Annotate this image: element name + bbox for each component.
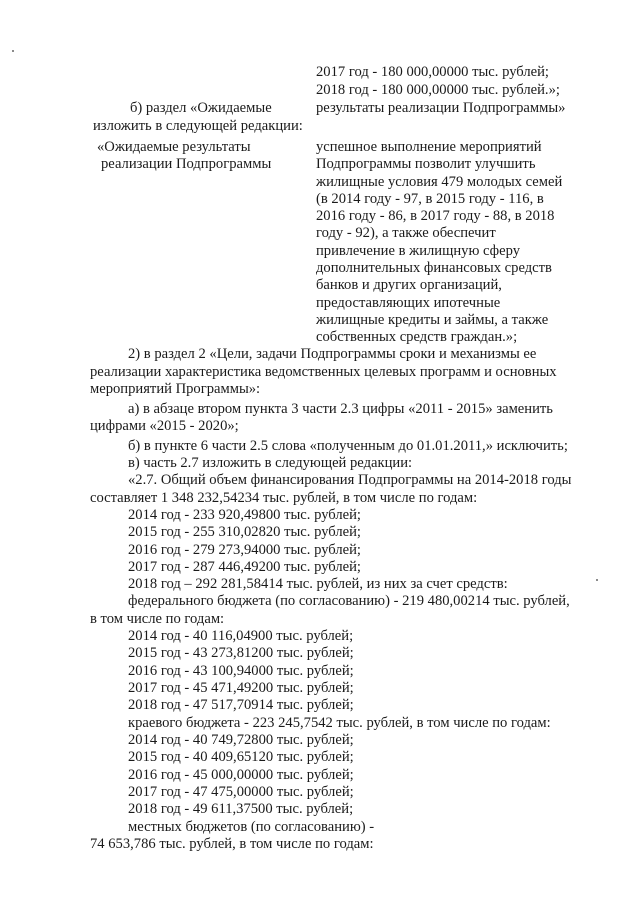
text-line: 2017 год - 47 475,00000 тыс. рублей; [128,784,354,800]
text-line: б) в пункте 6 части 2.5 слова «полученным до 01.01.2011,» исключить; [128,438,568,454]
text-line: составляет 1 348 232,54234 тыс. рублей, в том числе по годам: [90,490,478,506]
text-line: жилищные условия 479 молодых семей [316,174,563,190]
text-line: 2018 год - 49 611,37500 тыс. рублей; [128,801,354,817]
text-line: 2014 год - 40 116,04900 тыс. рублей; [128,628,354,644]
text-line: 2016 году - 86, в 2017 году - 88, в 2018 [316,208,555,224]
text-line: реализации Подпрограммы [101,156,272,172]
text-line: 2018 год - 180 000,00000 тыс. рублей.»; [316,82,560,98]
text-line: 2015 год - 40 409,65120 тыс. рублей; [128,749,354,765]
text-line: 2017 год - 287 446,49200 тыс. рублей; [128,559,361,575]
text-line: 2016 год - 45 000,00000 тыс. рублей; [128,767,354,783]
text-line: 2018 год - 47 517,70914 тыс. рублей; [128,697,354,713]
text-line: 2) в раздел 2 «Цели, задачи Подпрограммы сроки и механизмы ее [128,346,537,362]
text-line: предоставляющих ипотечные [316,295,501,311]
text-line: 2015 год - 255 310,02820 тыс. рублей; [128,524,361,540]
text-line: 2014 год - 233 920,49800 тыс. рублей; [128,507,361,523]
text-line: цифрами «2015 - 2020»; [90,418,239,434]
text-line: 2016 год - 279 273,94000 тыс. рублей; [128,542,361,558]
text-line: «Ожидаемые результаты [97,139,251,155]
text-line: изложить в следующей редакции: [93,118,303,134]
text-line: результаты реализации Подпрограммы» [316,100,566,116]
scan-speck [596,579,598,581]
text-line: «2.7. Общий объем финансирования Подпрограммы на 2014-2018 годы [128,472,572,488]
text-line: федерального бюджета (по согласованию) - 219 480,00214 тыс. рублей, [128,593,570,609]
text-line: собственных средств граждан.»; [316,329,518,345]
text-line: банков и других организаций, [316,277,502,293]
text-line: привлечение в жилищную сферу [316,243,520,259]
text-line: в) часть 2.7 изложить в следующей редакции: [128,455,413,471]
text-line: 2015 год - 43 273,81200 тыс. рублей; [128,645,354,661]
text-line: 74 653,786 тыс. рублей, в том числе по годам: [90,836,374,852]
text-line: в том числе по годам: [90,611,225,627]
text-line: 2017 год - 45 471,49200 тыс. рублей; [128,680,354,696]
text-line: местных бюджетов (по согласованию) - [128,819,375,835]
scan-speck [12,50,14,52]
text-line: Подпрограммы позволит улучшить [316,156,536,172]
text-line: жилищные кредиты и займы, а также [316,312,549,328]
text-line: 2017 год - 180 000,00000 тыс. рублей; [316,64,549,80]
text-line: 2016 год - 43 100,94000 тыс. рублей; [128,663,354,679]
text-line: краевого бюджета - 223 245,7542 тыс. рублей, в том числе по годам: [128,715,551,731]
text-line: успешное выполнение мероприятий [316,139,542,155]
text-line: реализации характеристика ведомственных целевых программ и основных [90,364,557,380]
text-line: 2018 год – 292 281,58414 тыс. рублей, из них за счет средств: [128,576,508,592]
text-line: мероприятий Программы»: [90,381,261,397]
text-line: а) в абзаце втором пункта 3 части 2.3 цифры «2011 - 2015» заменить [128,401,553,417]
text-line: дополнительных финансовых средств [316,260,552,276]
text-line: году - 92), а также обеспечит [316,225,496,241]
text-line: (в 2014 году - 97, в 2015 году - 116, в [316,191,544,207]
text-line: 2014 год - 40 749,72800 тыс. рублей; [128,732,354,748]
text-line: б) раздел «Ожидаемые [130,100,272,116]
